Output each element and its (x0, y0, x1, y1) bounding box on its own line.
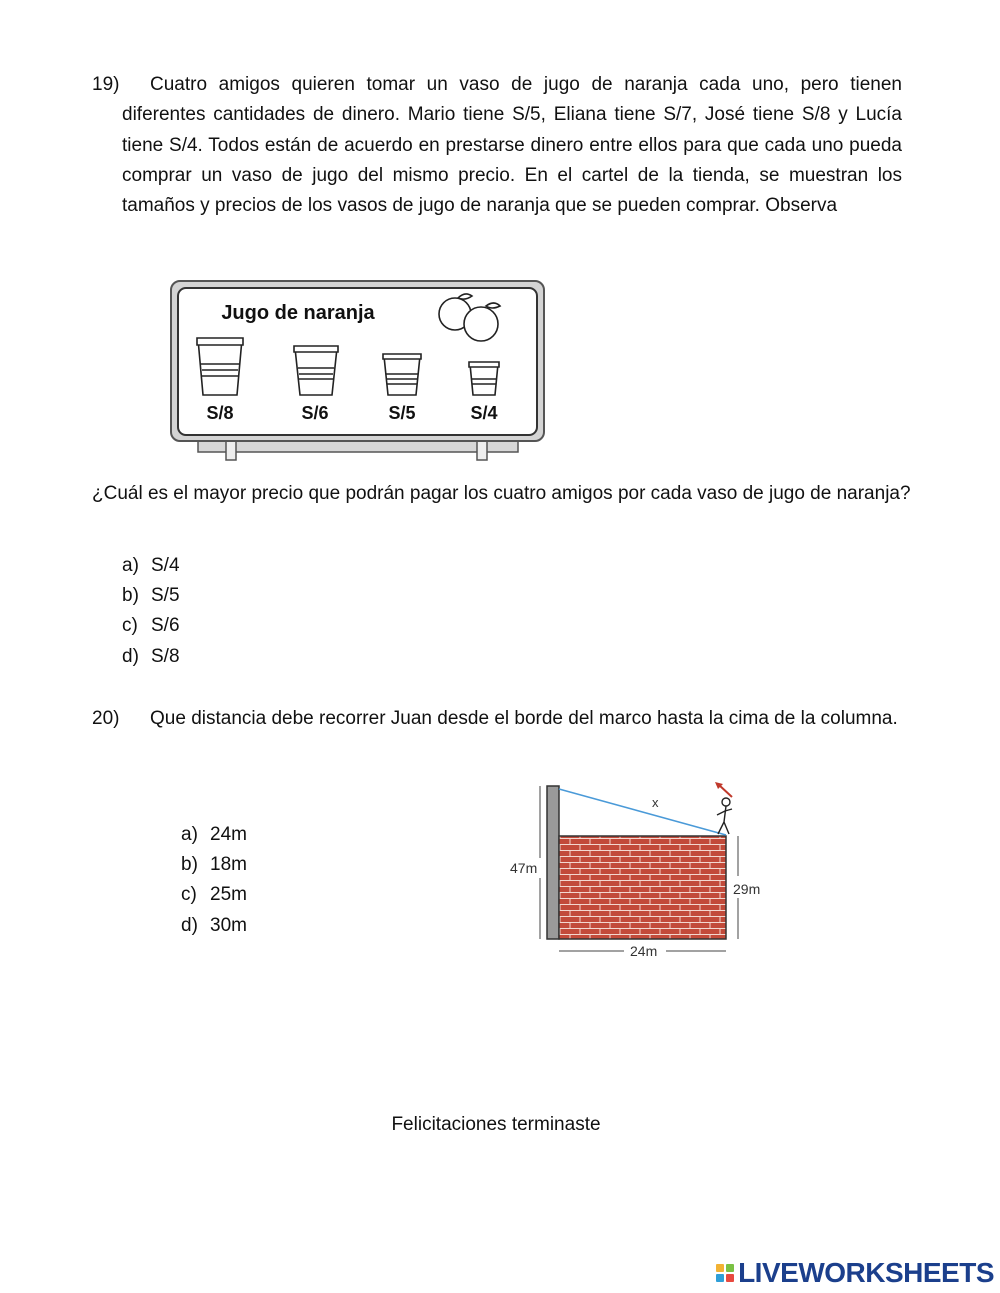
cup-extra-small-icon (469, 362, 499, 395)
question-20-options (181, 820, 247, 941)
option-c[interactable]: c) S/6 (122, 615, 180, 637)
question-text: Cuatro amigos quieren tomar un vaso de jugo de naranja cada uno, pero tienen diferentes cantidades de dinero. Mario tiene S/5, Eliana tiene S/7, José tiene S/8 y Lucía tiene S/4. Todos están de acuerdo en prestarse dinero entre ellos para que cada uno pueda comprar un vaso de jugo del mismo precio. En el cartel de la tienda, se muestran los tamaños y precios de los vasos de jugo de naranja que se pueden comprar. Observa (122, 74, 902, 217)
label-column-height: 47m (510, 860, 538, 876)
price-label: S/6 (301, 403, 329, 423)
column (547, 786, 559, 939)
distance-line-x (559, 789, 726, 835)
option-d[interactable]: d) 30m (181, 914, 247, 936)
person-icon (717, 798, 732, 834)
label-distance: 24m (630, 943, 658, 959)
sign-title: Jugo de naranja (221, 302, 375, 324)
juice-price-sign (168, 278, 548, 462)
price-label: S/8 (206, 403, 234, 423)
question-19-options (122, 551, 180, 672)
liveworksheets-brand (716, 1253, 994, 1293)
option-c[interactable]: c) 25m (181, 884, 247, 906)
wall-column-diagram (500, 778, 810, 968)
option-a[interactable]: a) 24m (181, 824, 247, 845)
arrow-icon (715, 782, 732, 797)
cup-large-icon (197, 338, 243, 395)
question-text: Que distancia debe recorrer Juan desde el borde del marco hasta la cima de la columna. (150, 708, 898, 729)
cup-medium-icon (294, 346, 338, 395)
question-19 (92, 70, 902, 221)
brick-wall (559, 836, 726, 939)
option-b[interactable]: b) 18m (181, 854, 247, 876)
option-b[interactable]: b) S/5 (122, 585, 180, 607)
brand-logo: LIVEWORKSHEETS (738, 1257, 994, 1288)
completion-message: Felicitaciones terminaste (391, 1114, 601, 1135)
price-label: S/4 (470, 403, 498, 423)
question-19-prompt: ¿Cuál es el mayor precio que podrán pagar los cuatro amigos por cada vaso de jugo de naranja? (92, 483, 911, 504)
cup-small-icon (383, 354, 421, 395)
label-x: x (652, 795, 659, 810)
price-label: S/5 (388, 403, 416, 423)
question-number: 20) (92, 708, 120, 729)
brand-mark-icon (716, 1264, 734, 1282)
option-a[interactable]: a) S/4 (122, 555, 180, 576)
option-d[interactable]: d) S/8 (122, 645, 180, 667)
question-20 (92, 704, 902, 734)
label-wall-height: 29m (733, 881, 761, 897)
question-number: 19) (92, 74, 120, 95)
